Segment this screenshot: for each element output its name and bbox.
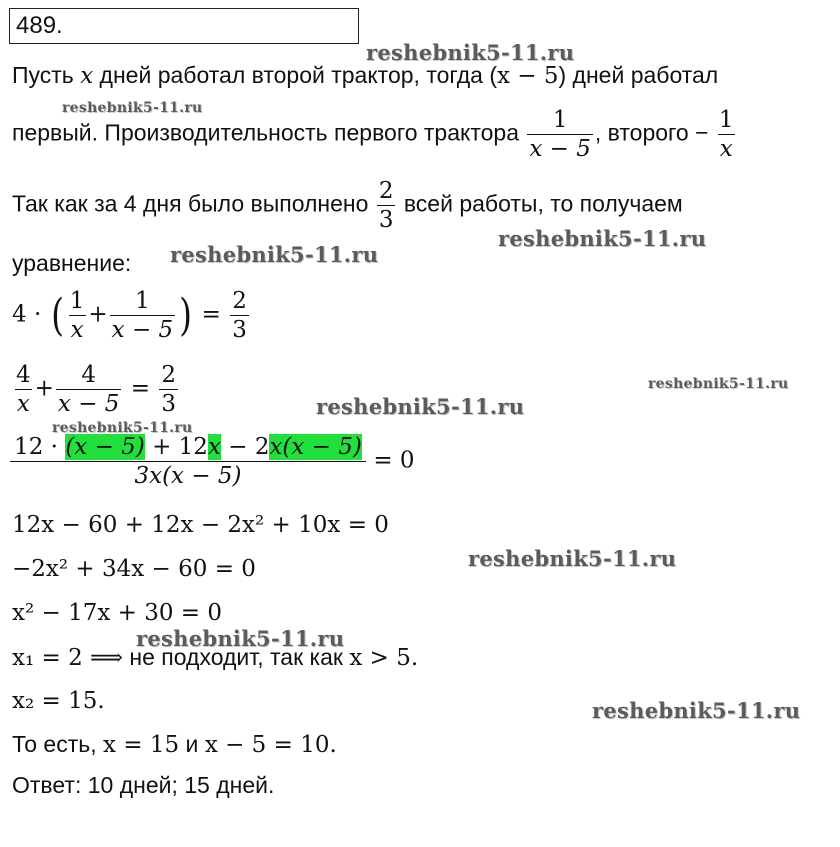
problem-number: 489. — [16, 12, 63, 39]
problem-number-box — [9, 8, 359, 44]
text-line-2: первый. Производительность первого трактора $\frac{1}{x - 5}$ , второго − $\frac{1}{x}$ — [12, 107, 734, 162]
text-line-4: уравнение: — [12, 250, 132, 276]
watermark: reshebnik5-11.ru — [52, 420, 193, 436]
equation-line-5: 12x − 60 + 12x − 2x² + 10x = 0 — [12, 512, 389, 538]
watermark: reshebnik5-11.ru — [366, 40, 575, 65]
watermark: reshebnik5-11.ru — [62, 100, 203, 116]
equation-2: $\frac{4}{x}$ + $\frac{4}{x - 5}$ = $\frac{2}{3}$ — [16, 362, 176, 417]
text-line-1: Пусть x дней работал второй трактор, тогда (x − 5) дней работал — [12, 62, 719, 89]
watermark: reshebnik5-11.ru — [316, 394, 525, 419]
fraction-2-over-3: $\frac{2}{3}$ — [378, 178, 394, 233]
root-2-line: x₂ = 15. — [12, 688, 105, 714]
text-line-3: Так как за 4 дня было выполнено $\frac{2}{3}$ всей работы, то получаем — [12, 178, 683, 233]
watermark: reshebnik5-11.ru — [170, 242, 379, 267]
highlight-2: x — [207, 434, 221, 460]
watermark: reshebnik5-11.ru — [648, 376, 789, 392]
highlight-3: x(x − 5) — [269, 434, 362, 460]
fraction-1-over-x: $\frac{1}{x}$ — [718, 107, 734, 162]
answer-line: Ответ: 10 дней; 15 дней. — [12, 772, 275, 798]
equation-1: 4 · ( $\frac{1}{x}$ + $\frac{1}{x - 5}$ ) = $\frac{2}{3}$ — [12, 288, 247, 343]
equation-line-6: −2x² + 34x − 60 = 0 — [12, 556, 256, 582]
fraction-1-over-x-minus-5: $\frac{1}{x - 5}$ — [529, 107, 591, 162]
equation-3: $\frac{12 \cdot (x - 5) + 12x - 2x(x - 5)}{3x(x - 5)}$ = 0 — [10, 434, 415, 489]
watermark: reshebnik5-11.ru — [136, 626, 345, 651]
watermark: reshebnik5-11.ru — [468, 546, 677, 571]
watermark: reshebnik5-11.ru — [498, 226, 707, 251]
equation-line-7: x² − 17x + 30 = 0 — [12, 600, 223, 626]
root-1-line: x₁ = 2 ⟹ не подходит, так как x > 5. — [12, 644, 419, 671]
conclusion-line: То есть, x = 15 и x − 5 = 10. — [12, 731, 337, 758]
highlight-1: (x − 5) — [65, 434, 145, 460]
watermark: reshebnik5-11.ru — [592, 698, 801, 723]
